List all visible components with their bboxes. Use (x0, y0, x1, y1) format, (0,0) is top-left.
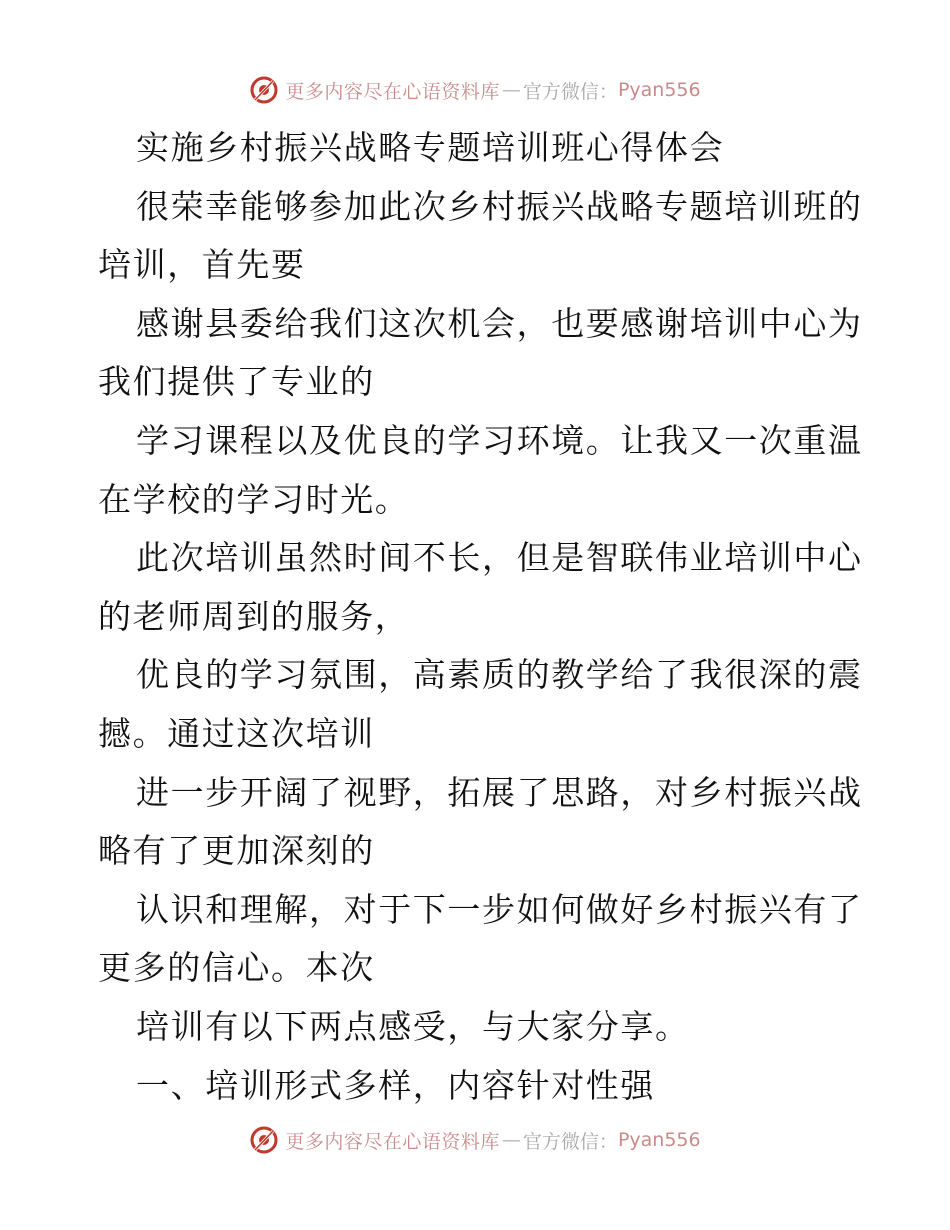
section-heading: 一、培训形式多样，内容针对性强 (136, 1065, 655, 1105)
watermark-main-text: 更多内容尽在心语资料库 (285, 80, 500, 103)
paragraph-line: 优良的学习氛围，高素质的教学给了我很深的震 (136, 655, 863, 695)
paragraph-line: 我们提供了专业的 (98, 362, 375, 402)
watermark-separator: — (501, 1129, 521, 1151)
paragraph-line: 感谢县委给我们这次机会，也要感谢培训中心为 (136, 303, 863, 343)
paragraph-line: 在学校的学习时光。 (98, 479, 410, 519)
paragraph-line: 此次培训虽然时间不长，但是智联伟业培训中心 (136, 538, 863, 578)
watermark-main-text: 更多内容尽在心语资料库 (285, 1130, 500, 1153)
document-body (98, 119, 863, 1115)
paragraph-line: 很荣幸能够参加此次乡村振兴战略专题培训班的 (136, 186, 863, 226)
paragraph-line: 略有了更加深刻的 (98, 831, 375, 871)
watermark-footer (0, 1120, 950, 1160)
watermark-account-id: Pyan556 (617, 1129, 701, 1151)
paragraph-line: 培训有以下两点感受，与大家分享。 (136, 1006, 690, 1046)
paragraph-line: 培训，首先要 (98, 245, 306, 285)
paragraph-line: 学习课程以及优良的学习环境。让我又一次重温 (136, 420, 863, 460)
watermark-header (0, 70, 950, 110)
logo-icon (249, 1125, 279, 1155)
paragraph-line: 撼。通过这次培训 (98, 713, 375, 753)
watermark-official-label: 官方微信： (522, 1130, 618, 1153)
watermark-official-label: 官方微信： (522, 80, 618, 103)
document-title: 实施乡村振兴战略专题培训班心得体会 (136, 128, 725, 167)
watermark-account-id: Pyan556 (617, 79, 701, 101)
watermark-separator: — (501, 79, 521, 101)
logo-icon (249, 75, 279, 105)
paragraph-line: 认识和理解，对于下一步如何做好乡村振兴有了 (136, 889, 863, 929)
paragraph-line: 的老师周到的服务， (98, 596, 410, 636)
paragraph-line: 更多的信心。本次 (98, 948, 375, 988)
paragraph-line: 进一步开阔了视野，拓展了思路，对乡村振兴战 (136, 772, 863, 812)
